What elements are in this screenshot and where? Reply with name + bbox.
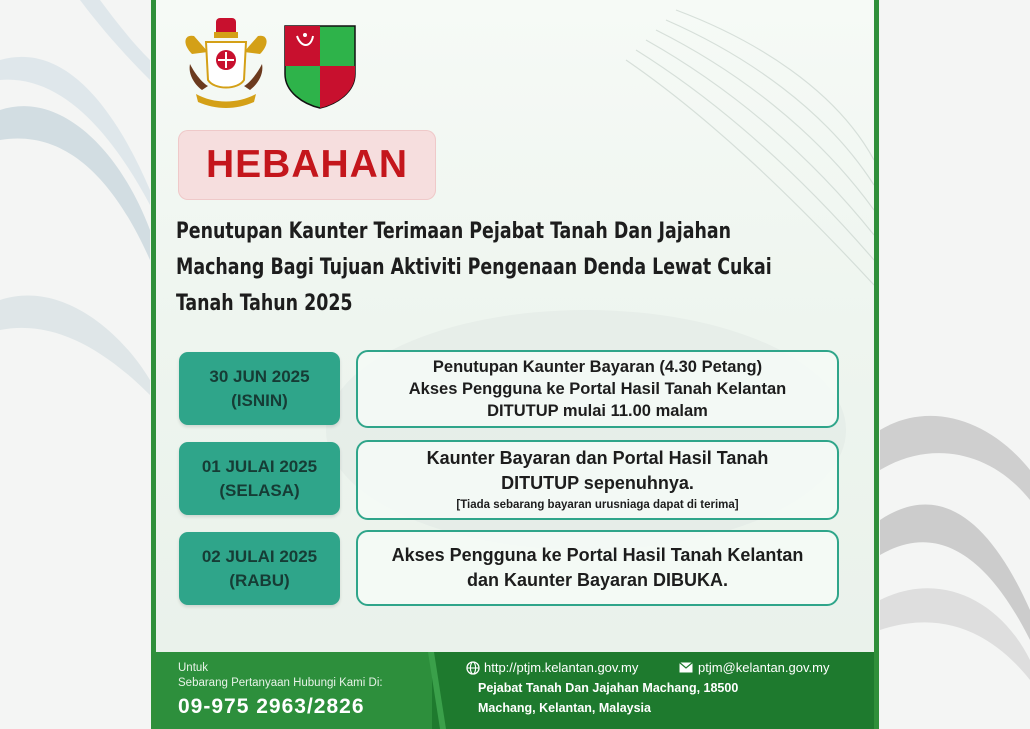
info-box-01-julai bbox=[356, 440, 839, 520]
info-line: Akses Pengguna ke Portal Hasil Tanah Kelantan bbox=[391, 545, 804, 565]
email-link[interactable]: ptjm@kelantan.gov.my bbox=[698, 660, 830, 675]
day-label: (SELASA) bbox=[219, 480, 300, 500]
day-label: (RABU) bbox=[229, 570, 290, 590]
info-line: Akses Pengguna ke Portal Hasil Tanah Kelantan bbox=[408, 380, 787, 398]
day-label: (ISNIN) bbox=[231, 390, 288, 410]
office-address bbox=[478, 678, 858, 718]
footer-label: Sebarang Pertanyaan Hubungi Kami Di: bbox=[178, 677, 383, 689]
address-line: Pejabat Tanah Dan Jajahan Machang, 18500 bbox=[478, 681, 739, 695]
date-box-30-jun bbox=[179, 352, 340, 425]
announcement-badge-label: HEBAHAN bbox=[206, 143, 408, 186]
footer-label: Untuk bbox=[178, 662, 209, 674]
district-shield-logo bbox=[281, 22, 359, 110]
email-icon bbox=[679, 662, 693, 673]
date-label: 30 JUN 2025 bbox=[209, 366, 310, 386]
info-line: DITUTUP mulai 11.00 malam bbox=[487, 402, 708, 420]
info-box-02-julai bbox=[356, 530, 839, 606]
page-title bbox=[176, 213, 864, 321]
phone-number[interactable]: 09-975 2963/2826 bbox=[178, 695, 365, 718]
info-line: Penutupan Kaunter Bayaran (4.30 Petang) bbox=[432, 358, 763, 376]
announcement-badge bbox=[178, 130, 436, 200]
address-line: Machang, Kelantan, Malaysia bbox=[478, 701, 651, 715]
globe-icon bbox=[466, 661, 480, 675]
info-box-30-jun bbox=[356, 350, 839, 428]
info-line: Kaunter Bayaran dan Portal Hasil Tanah bbox=[426, 448, 769, 468]
date-label: 01 JULAI 2025 bbox=[201, 456, 318, 476]
title-line: Tanah Tahun 2025 bbox=[176, 290, 353, 316]
info-note: [Tiada sebarang bayaran urusniaga dapat di terima] bbox=[456, 499, 739, 511]
title-line: Penutupan Kaunter Terimaan Pejabat Tanah Dan Jajahan bbox=[176, 218, 731, 244]
date-box-02-julai bbox=[179, 532, 340, 605]
title-line: Machang Bagi Tujuan Aktiviti Pengenaan Denda Lewat Cukai bbox=[176, 254, 772, 280]
footer-divider bbox=[414, 652, 454, 729]
footer bbox=[156, 652, 874, 729]
website-link[interactable]: http://ptjm.kelantan.gov.my bbox=[484, 660, 639, 675]
info-line: dan Kaunter Bayaran DIBUKA. bbox=[466, 570, 729, 590]
info-line: DITUTUP sepenuhnya. bbox=[501, 473, 694, 493]
date-label: 02 JULAI 2025 bbox=[201, 546, 318, 566]
date-box-01-julai bbox=[179, 442, 340, 515]
announcement-poster bbox=[151, 0, 879, 729]
state-crest-logo bbox=[178, 14, 274, 110]
